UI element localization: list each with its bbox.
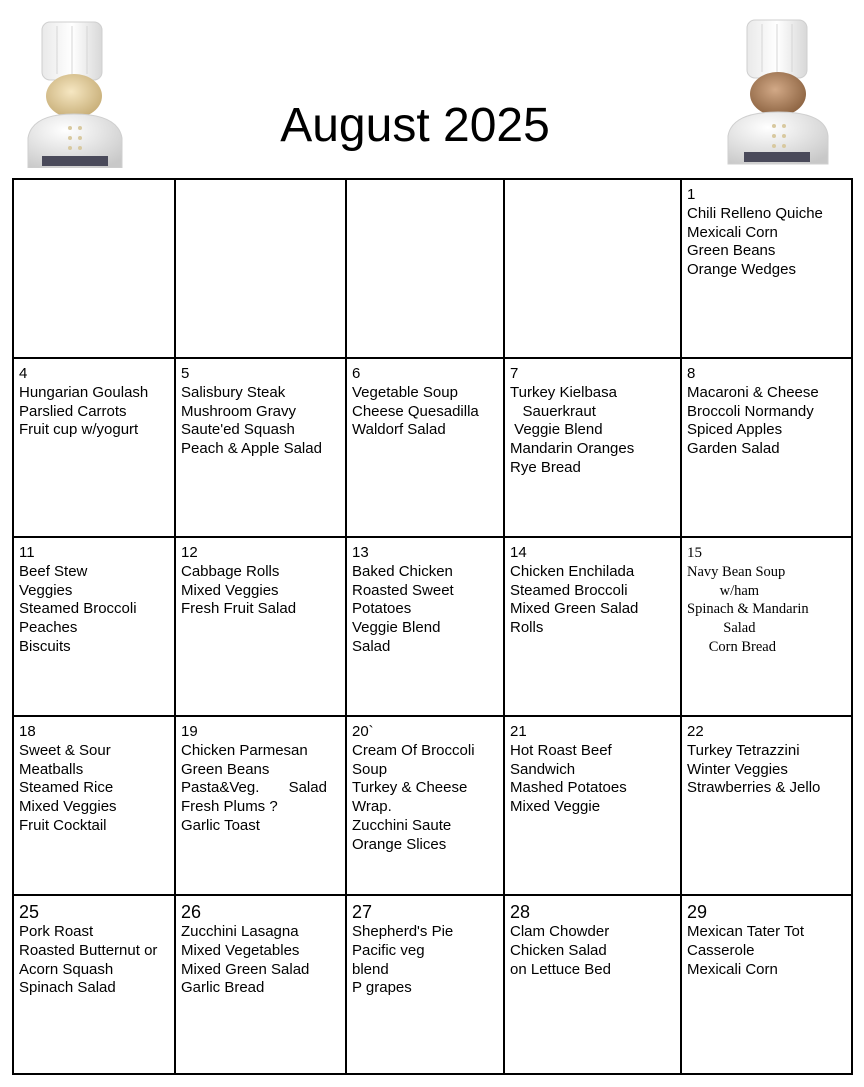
- day-cell: [346, 537, 504, 716]
- menu-item: Garden Salad: [687, 440, 780, 458]
- day-number: 15: [687, 545, 702, 561]
- menu-item: Rye Bread: [510, 458, 581, 476]
- menu-item: w/ham: [687, 582, 760, 599]
- menu-item: Winter Veggies: [687, 760, 788, 778]
- menu-item: Spinach Salad: [19, 979, 116, 997]
- menu-item: on Lettuce Bed: [510, 960, 611, 978]
- menu-item: Garlic Toast: [181, 816, 260, 834]
- menu-item: Mixed Veggie: [510, 798, 601, 816]
- menu-item: Green Beans: [687, 242, 776, 260]
- menu-item: Veggie Blend: [352, 619, 441, 637]
- menu-item: Veggies: [19, 581, 73, 599]
- day-cell: [504, 358, 681, 537]
- menu-item: Cabbage Rolls: [181, 562, 280, 580]
- menu-item: Wrap.: [352, 798, 392, 816]
- week-row: [13, 895, 852, 1074]
- day-number: 11: [19, 544, 35, 561]
- day-number: 28: [510, 902, 531, 922]
- menu-item: Sweet & Sour: [19, 741, 111, 759]
- menu-item: Soup: [352, 760, 388, 778]
- menu-item: Zucchini Lasagna: [181, 923, 299, 940]
- menu-item: P grapes: [352, 979, 412, 997]
- day-cell: [681, 537, 852, 716]
- day-cell: [346, 358, 504, 537]
- day-number: 5: [181, 365, 190, 382]
- day-cell: [175, 358, 346, 537]
- menu-item: Turkey Tetrazzini: [687, 741, 800, 759]
- week-row: [13, 358, 852, 537]
- menu-item: Hungarian Goulash: [19, 383, 149, 401]
- menu-item: Mexicali Corn: [687, 960, 778, 978]
- day-cell: [13, 895, 175, 1074]
- menu-item: Mixed Green Salad: [181, 960, 310, 978]
- menu-item: Mexican Tater Tot: [687, 923, 805, 940]
- menu-item: Mixed Veggies: [19, 798, 117, 816]
- day-cell: [681, 358, 852, 537]
- menu-item: Mashed Potatoes: [510, 779, 627, 797]
- menu-calendar: [12, 178, 853, 1075]
- menu-item: Potatoes: [352, 600, 412, 618]
- menu-item: Fresh Fruit Salad: [181, 600, 297, 618]
- menu-item: Meatballs: [19, 760, 84, 778]
- menu-item: Mixed Green Salad: [510, 600, 639, 618]
- day-cell: [175, 716, 346, 895]
- menu-item: Orange Slices: [352, 835, 447, 853]
- menu-item: Beef Stew: [19, 562, 88, 580]
- week-row: [13, 179, 852, 358]
- menu-item: Green Beans: [181, 760, 270, 778]
- menu-item: Pasta&Veg. Salad: [181, 779, 327, 797]
- menu-item: Salad: [352, 637, 391, 655]
- menu-item: Spiced Apples: [687, 421, 783, 439]
- menu-item: Saute'ed Squash: [181, 421, 295, 439]
- empty-day-cell: [504, 179, 681, 358]
- menu-item: Chicken Enchilada: [510, 562, 635, 580]
- empty-day-cell: [13, 179, 175, 358]
- menu-item: Casserole: [687, 941, 755, 959]
- day-cell: [346, 716, 504, 895]
- menu-item: Chicken Parmesan: [181, 741, 308, 759]
- day-cell: [13, 716, 175, 895]
- day-number: 7: [510, 365, 519, 382]
- day-cell: [346, 895, 504, 1074]
- menu-item: Chili Relleno Quiche: [687, 204, 823, 222]
- menu-item: Veggie Blend: [510, 421, 603, 439]
- menu-item: Mexicali Corn: [687, 223, 778, 241]
- day-number: 26: [181, 902, 202, 922]
- menu-item: Cream Of Broccoli: [352, 741, 475, 759]
- day-cell: [681, 895, 852, 1074]
- menu-item: Corn Bread: [687, 638, 776, 655]
- menu-item: Mixed Vegetables: [181, 941, 300, 959]
- menu-item: Spinach & Mandarin: [687, 601, 809, 618]
- menu-item: Hot Roast Beef: [510, 741, 612, 759]
- day-cell: [504, 716, 681, 895]
- menu-item: Cheese Quesadilla: [352, 402, 479, 420]
- day-number: 25: [19, 902, 40, 922]
- menu-item: Peaches: [19, 619, 78, 637]
- menu-item: Waldorf Salad: [352, 421, 446, 439]
- menu-item: Navy Bean Soup: [687, 563, 786, 580]
- menu-item: Baked Chicken: [352, 562, 453, 580]
- menu-item: Pacific veg: [352, 941, 425, 959]
- menu-item: Rolls: [510, 619, 544, 637]
- menu-item: Peach & Apple Salad: [181, 440, 322, 458]
- menu-item: Fruit cup w/yogurt: [19, 421, 139, 439]
- day-number: 27: [352, 902, 373, 922]
- menu-item: Salad: [687, 620, 756, 637]
- day-cell: [504, 895, 681, 1074]
- day-cell: [681, 179, 852, 358]
- day-cell: [175, 537, 346, 716]
- day-number: 1: [687, 186, 696, 203]
- menu-item: Roasted Sweet: [352, 581, 454, 599]
- day-number: 21: [510, 723, 527, 740]
- day-number: 29: [687, 902, 708, 922]
- menu-item: Roasted Butternut or: [19, 941, 158, 959]
- menu-item: Macaroni & Cheese: [687, 383, 819, 401]
- empty-day-cell: [175, 179, 346, 358]
- menu-item: Sandwich: [510, 760, 576, 778]
- menu-item: Acorn Squash: [19, 960, 114, 978]
- menu-item: Strawberries & Jello: [687, 779, 821, 797]
- week-row: [13, 537, 852, 716]
- day-number: 14: [510, 544, 527, 561]
- day-number: 20`: [352, 723, 374, 740]
- menu-item: Chicken Salad: [510, 941, 607, 959]
- day-cell: [504, 537, 681, 716]
- empty-day-cell: [346, 179, 504, 358]
- day-cell: [13, 358, 175, 537]
- day-number: 19: [181, 723, 198, 740]
- menu-item: Mandarin Oranges: [510, 440, 635, 458]
- day-number: 13: [352, 544, 369, 561]
- day-number: 8: [687, 365, 696, 382]
- day-number: 4: [19, 365, 28, 382]
- day-cell: [175, 895, 346, 1074]
- menu-item: Steamed Rice: [19, 779, 114, 797]
- menu-item: Mixed Veggies: [181, 581, 279, 599]
- menu-item: Sauerkraut: [510, 402, 596, 420]
- day-cell: [13, 537, 175, 716]
- menu-item: Mushroom Gravy: [181, 402, 297, 420]
- day-number: 18: [19, 723, 36, 740]
- menu-item: blend: [352, 960, 389, 978]
- menu-item: Fruit Cocktail: [19, 816, 107, 834]
- menu-item: Turkey & Cheese: [352, 779, 468, 797]
- day-number: 22: [687, 723, 704, 740]
- menu-item: Parslied Carrots: [19, 402, 127, 420]
- menu-item: Orange Wedges: [687, 261, 796, 279]
- day-number: 6: [352, 365, 361, 382]
- menu-item: Turkey Kielbasa: [510, 383, 617, 401]
- menu-item: Salisbury Steak: [181, 383, 286, 401]
- menu-item: Biscuits: [19, 637, 71, 655]
- menu-item: Vegetable Soup: [352, 383, 458, 401]
- menu-item: Fresh Plums ?: [181, 798, 278, 816]
- menu-item: Broccoli Normandy: [687, 402, 814, 420]
- calendar-title: August 2025: [280, 99, 550, 152]
- menu-item: Steamed Broccoli: [19, 600, 137, 618]
- menu-item: Clam Chowder: [510, 923, 610, 940]
- menu-item: Pork Roast: [19, 923, 94, 940]
- menu-item: Shepherd's Pie: [352, 923, 454, 940]
- menu-item: Steamed Broccoli: [510, 581, 628, 599]
- day-number: 12: [181, 544, 198, 561]
- day-cell: [681, 716, 852, 895]
- menu-item: Zucchini Saute: [352, 816, 452, 834]
- week-row: [13, 716, 852, 895]
- menu-item: Garlic Bread: [181, 979, 265, 997]
